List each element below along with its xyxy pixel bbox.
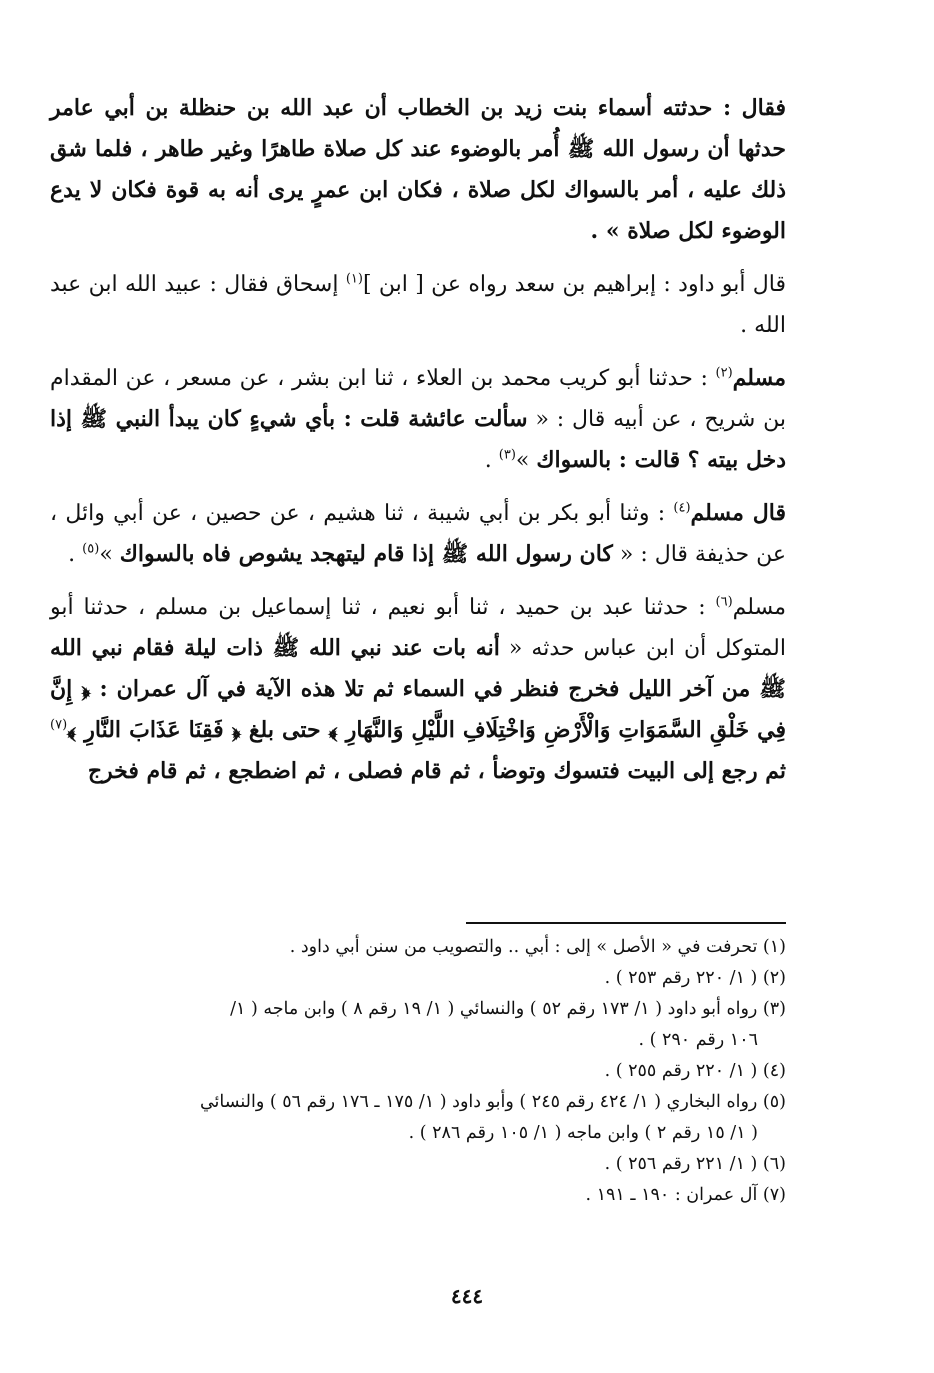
hadith-text: فقال : حدثته أسماء بنت زيد بن الخطاب أن عبد الله بن حنظلة بن أبي عامر حدثها أن رسول الله ﷺ أُمر بالوضوء عند كل صلاة طاهرًا وغير طاهر ، فلما شق ذلك عليه ، أمر بالسواك لكل صلاة ، فكان ابن عمرٍ يرى أنه به قوة فكان لا يدع الوضوء لكل صلاة » .: [50, 95, 786, 244]
hadith-text: مسلم: [732, 365, 786, 391]
paragraph: [50, 493, 786, 575]
narration-text: قال أبو داود : إبراهيم بن سعد رواه عن [ ابن ]: [362, 272, 787, 297]
footnote-marker: (٦): [715, 594, 733, 610]
footnote: (٢) ( ١/ ٢٢٠ رقم ٢٥٣ ) .: [604, 968, 786, 988]
footnote: ( ١/ ١٥ رقم ٢ ) وابن ماجه ( ١/ ١٠٥ رقم ٢٨٦ ) .: [408, 1123, 758, 1143]
footnote: ١٠٦ رقم ٢٩٠ ) .: [638, 1030, 758, 1050]
narration-text: : وثنا أبو بكر بن أبي شيبة ، ثنا هشيم ، عن حصين ، عن أبي وائل ، عن حذيفة قال : «: [50, 501, 786, 567]
footnote-marker: (٧): [50, 717, 68, 733]
footnote: (١) تحرفت في « الأصل » إلى : أبي .. والتصويب من سنن أبي داود .: [289, 937, 786, 957]
footnote-marker: (١): [345, 271, 363, 287]
footnote-marker: (٥): [82, 541, 100, 557]
footnote: (٣) رواه أبو داود ( ١/ ١٧٣ رقم ٥٢ ) والنسائي ( ١/ ١٩ رقم ٨ ) وابن ماجه ( ١/: [230, 999, 786, 1019]
paragraph: [50, 264, 786, 346]
paragraph: [50, 88, 786, 252]
footnote: (٦) ( ١/ ٢٢١ رقم ٢٥٦ ) .: [604, 1154, 786, 1174]
footnote-marker: (٤): [673, 500, 691, 516]
footnote: (٧) آل عمران : ١٩٠ ـ ١٩١ .: [585, 1185, 786, 1205]
narration-text: إسحاق فقال : عبيد الله ابن عبد الله .: [50, 272, 786, 338]
footnote-marker: (٣): [498, 447, 516, 463]
page-number: ٤٤٤: [450, 1284, 484, 1308]
footnote: (٥) رواه البخاري ( ١/ ٤٢٤ رقم ٢٤٥ ) وأبو داود ( ١/ ١٧٥ ـ ١٧٦ رقم ٥٦ ) والنسائي: [199, 1092, 786, 1112]
paragraph: [50, 358, 786, 481]
footnotes: [50, 932, 786, 1211]
hadith-text: أنه بات عند نبي الله ﷺ ذات ليلة فقام نبي الله ﷺ من آخر الليل فخرج فنظر في السماء ثم تلا هذه الآية في آل عمران : ﴿ إِنَّ فِي خَلْقِ السَّمَوَاتِ وَالْأَرْضِ وَاخْتِلَافِ اللَّيْلِ وَالنَّهَارِ ﴾ حتى بلغ ﴿ فَقِنَا عَذَابَ النَّارِ ﴾: [50, 635, 786, 743]
narration-text: .: [68, 542, 83, 567]
narration-text: : حدثنا عبد بن حميد ، ثنا أبو نعيم ، ثنا إسماعيل بن مسلم ، حدثنا أبو المتوكل أن ابن عباس حدثه «: [50, 595, 787, 661]
narration-text: »: [99, 542, 120, 567]
hadith-text: قال مسلم: [690, 500, 786, 526]
footnote-separator: [466, 922, 786, 924]
hadith-text: سألت عائشة قلت : بأي شيءٍ كان يبدأ النبي ﷺ إذا دخل بيته ؟ قالت : بالسواك: [50, 406, 786, 473]
footnote-marker: (٢): [715, 365, 733, 381]
hadith-text: ثم رجع إلى البيت فتسوك وتوضأ ، ثم قام فصلى ، ثم اضطجع ، ثم قام فخرج: [87, 758, 786, 784]
hadith-text: كان رسول الله ﷺ إذا قام ليتهجد يشوص فاه بالسواك: [119, 541, 613, 567]
narration-text: مسلم: [732, 595, 786, 620]
paragraph: [50, 587, 786, 792]
main-text: [50, 88, 786, 804]
narration-text: : حدثنا أبو كريب محمد بن العلاء ، ثنا ابن بشر ، عن مسعر ، عن المقدام بن شريح ، عن أبيه قال : «: [50, 366, 786, 432]
narration-text: »: [515, 448, 537, 473]
footnote: (٤) ( ١/ ٢٢٠ رقم ٢٥٥ ) .: [604, 1061, 786, 1081]
narration-text: .: [484, 448, 499, 473]
